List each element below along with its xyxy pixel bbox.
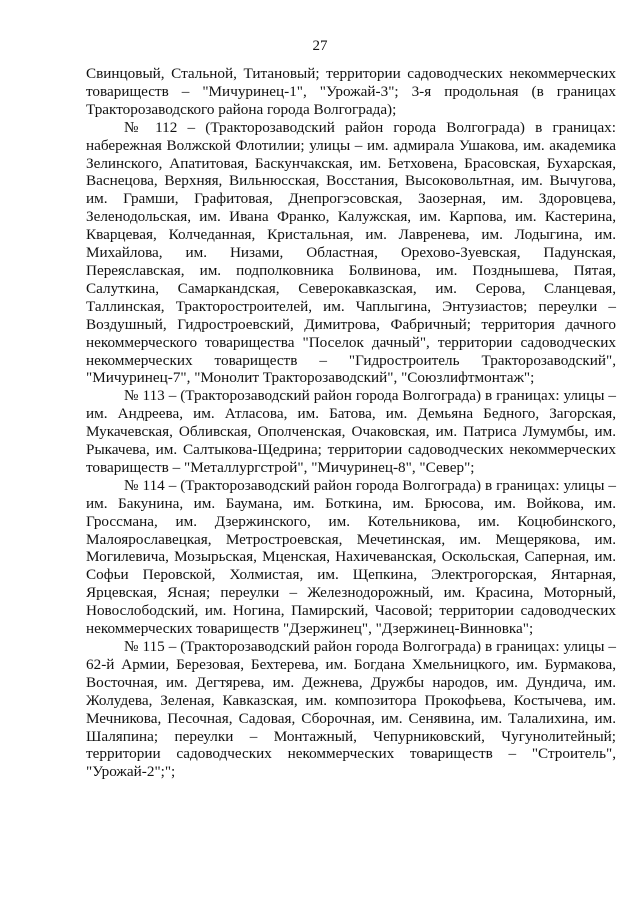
paragraph-continuation: Свинцовый, Стальной, Титановый; территории садоводческих некоммерческих товариществ – "Мичуринец-1", "Урожай-3"; 3-я продольная (в границах Тракторозаводского района города Волгограда);	[86, 65, 616, 118]
paragraph-district-115: № 115 – (Тракторозаводский район города Волгограда) в границах: улицы – 62-й Армии, Березовая, Бехтерева, им. Богдана Хмельницкого, им. Бурмакова, Восточная, им. Дегтярева, им. Дежнева, Дружбы народов, им. Дундича, им. Жолудева, Зеленая, Кавказская, им. композитора Прокофьева, Костычева, им. Мечникова, Песочная, Садовая, Сборочная, им. Сенявина, им. Талалихина, им. Шаляпина; переулки – Монтажный, Чепурниковский, Чугунолитейный; территории садоводческих некоммерческих товариществ – "Строитель", "Урожай-2";";	[86, 638, 616, 781]
document-body	[86, 65, 616, 781]
paragraph-district-113: № 113 – (Тракторозаводский район города Волгограда) в границах: улицы – им. Андреева, им. Атласова, им. Батова, им. Демьяна Бедного, Загорская, Мукачевская, Обливская, Ополченская, Очаковская, им. Патриса Лумумбы, им. Рыкачева, им. Салтыкова-Щедрина; территории садоводческих некоммерческих товариществ – "Металлургстрой", "Мичуринец-8", "Север";	[86, 387, 616, 476]
paragraph-district-112: № 112 – (Тракторозаводский район города Волгограда) в границах: набережная Волжской Флотилии; улицы – им. адмирала Ушакова, им. академика Зелинского, Апатитовая, Баскунчакская, им. Бетховена, Брасовская, Бухарская, Васнецова, Верхняя, Вильнюсская, Восстания, Высоковольтная, им. Вычугова, им. Грамши, Графитовая, Днепрогэсовская, Заозерная, им. Здоровцева, Зеленодольская, им. Ивана Франко, Калужская, им. Карпова, им. Кастерина, Кварцевая, Колчеданная, Кристальная, им. Лавренева, им. Лодыгина, им. Михайлова, им. Низами, Областная, Орехово-Зуевская, Падунская, Переяславская, им. подполковника Болвинова, им. Позднышева, Пятая, Салуткина, Самаркандская, Северокавказская, им. Серова, Сланцевая, Таллинская, Тракторостроителей, им. Чаплыгина, Энтузиастов; переулки – Воздушный, Гидростроевский, Димитрова, Фабричный; территория дачного некоммерческого товарищества "Поселок дачный", территории садоводческих некоммерческих товариществ – "Гидростроитель Тракторозаводский", "Мичуринец-7", "Монолит Тракторозаводский", "Союзлифтмонтаж";	[86, 118, 616, 387]
paragraph-district-114: № 114 – (Тракторозаводский район города Волгограда) в границах: улицы – им. Бакунина, им. Баумана, им. Боткина, им. Брюсова, им. Войкова, им. Гроссмана, им. Дзержинского, им. Котельникова, им. Коцюбинского, Малоярославецкая, Метростроевская, Мечетинская, им. Мещерякова, им. Могилевича, Мозырьская, Мценская, Нахичеванская, Оскольская, Саперная, им. Софьи Перовской, Холмистая, им. Щепкина, Электрогорская, Янтарная, Ярцевская, Ясная; переулки – Железнодорожный, им. Красина, Моторный, Новослободский, им. Ногина, Памирский, Часовой; территории садоводческих некоммерческих товариществ "Дзержинец", "Дзержинец-Винновка";	[86, 476, 616, 638]
page-number: 27	[312, 38, 328, 54]
